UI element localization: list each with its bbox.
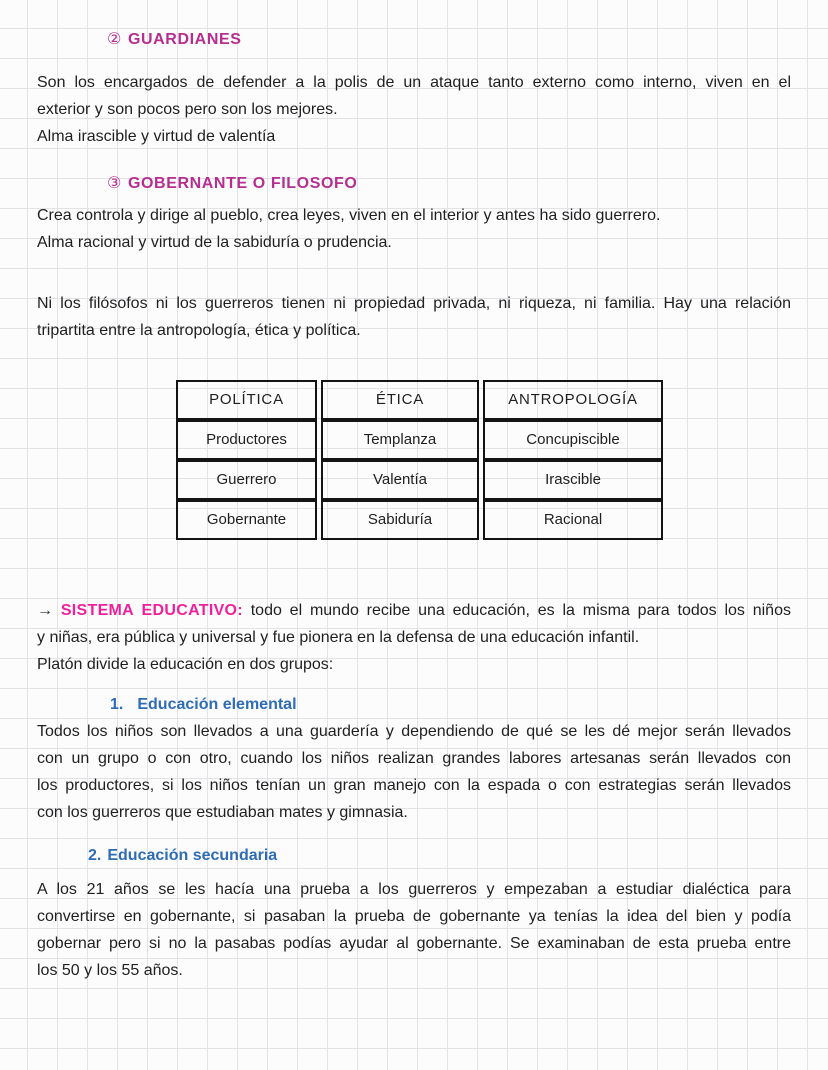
paragraph-educacion-elemental: [37, 718, 791, 826]
sistema-educativo-intro-line: [37, 597, 791, 624]
text-line: con los guerreros que estudiaban mates y gimnasia.: [37, 804, 408, 821]
text-line: Todos los niños son llevados a una guardería y dependiendo de qué se les dé mejor serán llevados: [37, 723, 791, 740]
table-cell: Concupiscible: [483, 420, 663, 460]
table-cell: Guerrero: [176, 460, 317, 500]
paragraph-guardianes: [37, 69, 791, 150]
table-cell: Productores: [176, 420, 317, 460]
table-header-row: [176, 380, 663, 420]
item-label: Educación secundaria: [107, 847, 278, 864]
table-cell: Sabiduría: [321, 500, 479, 540]
table-cell: Irascible: [483, 460, 663, 500]
sistema-educativo-intro-text: todo el mundo recibe una educación, es la misma para todos los niños: [250, 602, 791, 619]
item-number: 1.: [110, 696, 124, 713]
text-line: los 50 y los 55 años.: [37, 962, 183, 979]
sistema-educativo-label: SISTEMA EDUCATIVO:: [60, 602, 243, 619]
table-row: [176, 420, 663, 460]
table-header-cell: POLÍTICA: [176, 380, 317, 420]
paragraph-sistema-educativo: [37, 597, 791, 678]
table-cell: Templanza: [321, 420, 479, 460]
text-line: y niñas, era pública y universal y fue pionera en la defensa de una educación infantil.: [37, 629, 640, 646]
text-line: convertirse en gobernante, si pasaban la prueba de gobernante ya tenías la idea del bien y podía: [37, 908, 791, 925]
text-line: los productores, si los niños tenían un gran manejo con la espada o con estrategias serán llevados: [37, 777, 791, 794]
table-header-cell: ÉTICA: [321, 380, 479, 420]
list-item-educacion-elemental: [110, 691, 791, 718]
text-line: Crea controla y dirige al pueblo, crea leyes, viven en el interior y antes ha sido guerrero.: [37, 207, 661, 224]
table-cell: Racional: [483, 500, 663, 540]
list-item-educacion-secundaria: [88, 842, 791, 869]
paragraph-educacion-secundaria: [37, 876, 791, 984]
text-line: Platón divide la educación en dos grupos:: [37, 656, 334, 673]
heading-guardianes-label: GUARDIANES: [127, 31, 242, 48]
text-line: A los 21 años se les hacía una prueba a los guerreros y empezaban a estudiar dialéctica para: [37, 881, 791, 898]
paragraph-gobernante: [37, 202, 791, 256]
arrow-icon: →: [37, 602, 53, 619]
sistema-educativo-body: [37, 624, 791, 678]
table-header-cell: ANTROPOLOGÍA: [483, 380, 663, 420]
table-row: [176, 460, 663, 500]
heading-gobernante-label: GOBERNANTE O FILOSOFO: [127, 175, 358, 192]
text-line: exterior y son pocos pero son los mejores.: [37, 101, 338, 118]
text-line: gobernar pero si no la pasabas podías ayudar al gobernante. Se examinaban de esta prueba entre: [37, 935, 791, 952]
text-line: Alma racional y virtud de la sabiduría o prudencia.: [37, 234, 392, 251]
table-cell: Gobernante: [176, 500, 317, 540]
text-line: Alma irascible y virtud de valentía: [37, 128, 276, 145]
text-line: con un grupo o con otro, cuando los niños realizan grandes labores artesanas serán llevados con: [37, 750, 791, 767]
item-number: 2.: [88, 847, 102, 864]
circled-number-2: ②: [107, 31, 122, 48]
paragraph-relacion-tripartita: [37, 290, 791, 344]
item-label: Educación elemental: [137, 696, 297, 713]
text-line: tripartita entre la antropología, ética y política.: [37, 322, 361, 339]
heading-guardianes: [107, 26, 791, 53]
circled-number-3: ③: [107, 175, 122, 192]
tripartite-table: [172, 380, 667, 540]
table-cell: Valentía: [321, 460, 479, 500]
text-line: Ni los filósofos ni los guerreros tienen ni propiedad privada, ni riqueza, ni familia. Hay una relación: [37, 295, 791, 312]
text-line: Son los encargados de defender a la polis de un ataque tanto externo como interno, viven en el: [37, 74, 791, 91]
heading-gobernante: [107, 170, 791, 197]
table-row: [176, 500, 663, 540]
